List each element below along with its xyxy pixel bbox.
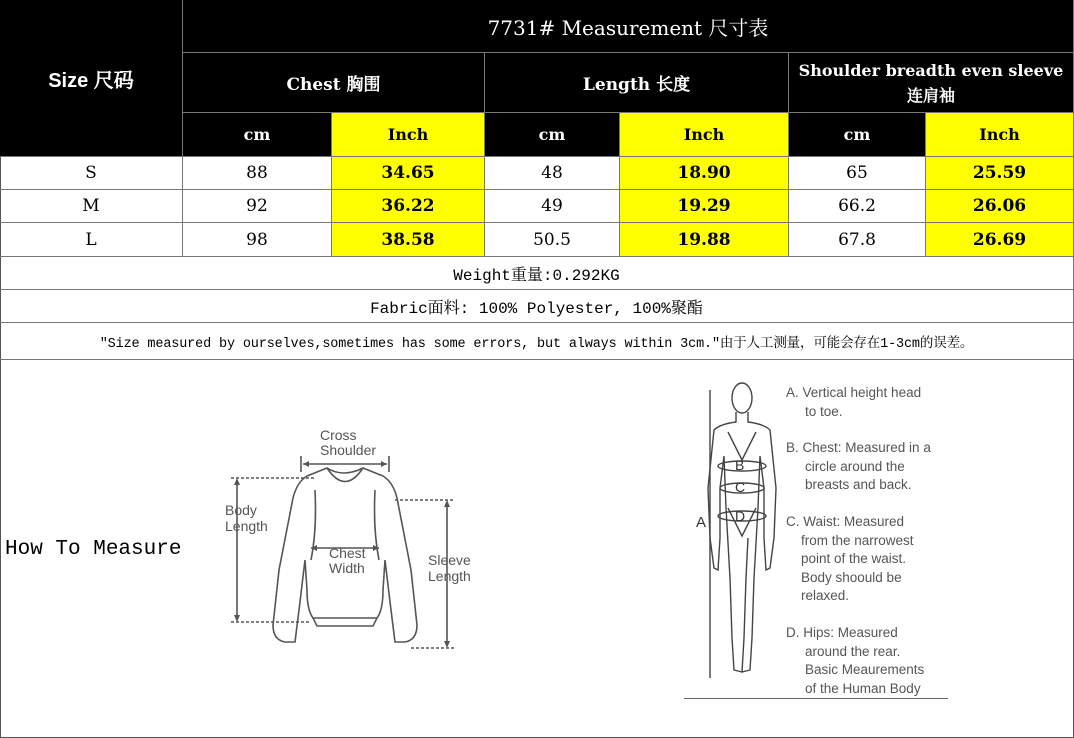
cell-value: 18.90 <box>677 163 731 183</box>
size-cell <box>0 223 183 257</box>
cell-value: 65 <box>846 163 868 183</box>
size-label: S <box>85 163 97 183</box>
table-cell <box>620 190 789 223</box>
table-cell <box>789 223 926 257</box>
note-line: A. Vertical height head <box>786 385 922 400</box>
note-line: point of the waist. <box>801 551 907 567</box>
unit-header <box>789 113 926 157</box>
cell-value: 66.2 <box>838 196 876 216</box>
body-label-d: D <box>735 508 746 524</box>
cell-value: 48 <box>541 163 563 183</box>
note-line: Body shoould be <box>801 569 902 585</box>
table-cell <box>183 157 332 190</box>
weight-text: Weight重量:0.292KG <box>453 266 620 285</box>
table-cell <box>332 190 485 223</box>
cell-value: 19.29 <box>677 196 731 216</box>
unit-header <box>332 113 485 157</box>
fabric-row <box>0 290 1074 323</box>
unit-label: Inch <box>683 125 725 144</box>
note-c <box>786 513 956 606</box>
how-to-measure-label: How To Measure <box>5 538 182 561</box>
table-cell <box>485 223 620 257</box>
cell-value: 92 <box>246 196 268 216</box>
shoulder-header-label: Shoulder breadth even sleeve连肩袖 <box>798 60 1064 105</box>
sleeve-length-label-1: Sleeve <box>428 552 471 568</box>
unit-header <box>485 113 620 157</box>
chest-width-label-1: Chest <box>329 545 366 561</box>
weight-row <box>0 257 1074 290</box>
table-title-text: 7731# Measurement 尺寸表 <box>487 15 769 40</box>
table-cell <box>789 157 926 190</box>
body-length-label-1: Body <box>225 502 257 518</box>
fabric-text: Fabric面料: 100% Polyester, 100%聚酯 <box>370 299 703 318</box>
table-cell <box>620 157 789 190</box>
length-header-label: Length 长度 <box>582 75 691 95</box>
unit-label: cm <box>843 125 871 144</box>
note-line: D. Hips: Measured <box>786 624 898 640</box>
note-line: of the Human Body <box>805 680 921 696</box>
cell-value: 36.22 <box>381 196 435 216</box>
table-cell <box>332 223 485 257</box>
table-cell <box>332 157 485 190</box>
size-header-label: Size 尺码 <box>48 69 134 92</box>
note-line: from the narrowest <box>801 532 914 548</box>
cell-value: 25.59 <box>972 163 1027 183</box>
cell-value: 38.58 <box>381 229 435 250</box>
cell-value: 26.06 <box>972 196 1027 216</box>
table-cell <box>926 223 1074 257</box>
note-line: Basic Meaurements <box>805 662 925 678</box>
unit-label: Inch <box>387 125 429 144</box>
size-cell <box>0 190 183 223</box>
unit-header <box>620 113 789 157</box>
table-cell <box>620 223 789 257</box>
sleeve-length-label-2: Length <box>428 568 471 584</box>
body-label-c: C <box>735 479 746 495</box>
table-cell <box>183 223 332 257</box>
unit-label: cm <box>243 125 271 144</box>
cell-value: 26.69 <box>972 229 1027 250</box>
shoulder-header <box>789 53 1074 113</box>
body-notes-underline <box>684 698 948 699</box>
cell-value: 19.88 <box>677 229 731 250</box>
size-cell <box>0 157 183 190</box>
chest-width-label-2: Width <box>329 560 365 576</box>
table-cell <box>926 157 1074 190</box>
chest-header-label: Chest 胸围 <box>286 75 381 95</box>
note-text: "Size measured by ourselves,sometimes has some errors, but always within 3cm."由于人工测量，可能会存在1-3cm的误差。 <box>99 336 974 352</box>
cross-shoulder-label-2: Shoulder <box>320 442 377 458</box>
table-cell <box>485 190 620 223</box>
table-cell <box>926 190 1074 223</box>
table-cell <box>485 157 620 190</box>
cell-value: 98 <box>246 229 268 250</box>
cell-value: 49 <box>541 196 563 216</box>
note-line: C. Waist: Measured <box>786 513 905 529</box>
body-label-b: B <box>735 457 745 473</box>
note-b <box>786 439 956 495</box>
note-line: circle around the <box>805 458 905 474</box>
note-line: B. Chest: Measured in a <box>786 440 931 456</box>
note-line: to toe. <box>805 403 843 419</box>
note-row <box>0 323 1074 360</box>
unit-label: Inch <box>979 125 1020 144</box>
body-length-label-2: Length <box>225 518 268 534</box>
size-header <box>0 0 183 157</box>
garment-diagram <box>215 420 495 660</box>
note-line: relaxed. <box>801 588 850 604</box>
note-line: around the rear. <box>805 643 901 659</box>
size-label: L <box>85 229 97 250</box>
cell-value: 88 <box>246 163 268 183</box>
length-header <box>485 53 789 113</box>
body-diagram <box>690 378 800 688</box>
unit-header <box>926 113 1074 157</box>
table-cell <box>789 190 926 223</box>
cell-value: 67.8 <box>838 229 876 250</box>
body-label-a: A <box>696 514 707 531</box>
table-cell <box>183 190 332 223</box>
body-notes <box>786 384 956 698</box>
size-label: M <box>82 196 100 216</box>
note-line: breasts and back. <box>805 477 912 493</box>
note-d <box>786 624 956 698</box>
table-title <box>183 0 1074 53</box>
cell-value: 34.65 <box>381 163 435 183</box>
note-a <box>786 384 956 421</box>
unit-label: cm <box>538 125 566 144</box>
chest-header <box>183 53 485 113</box>
cross-shoulder-label-1: Cross <box>320 427 357 443</box>
cell-value: 50.5 <box>533 229 571 250</box>
unit-header <box>183 113 332 157</box>
